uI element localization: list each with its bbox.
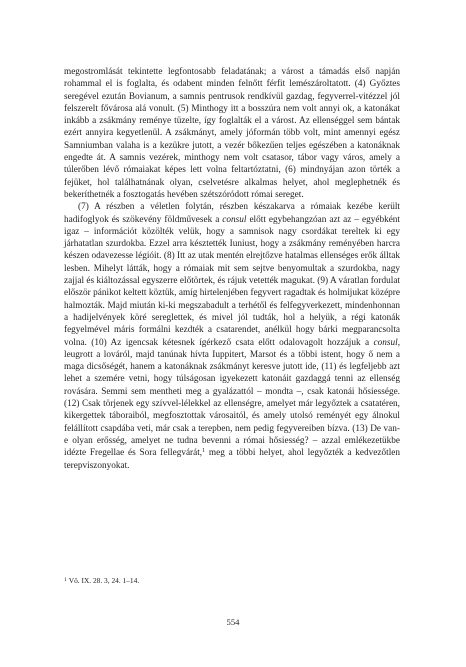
text-segment: meg a többi helyet, ahol legyőzték a kedvezőtlen terepviszonyokat.: [64, 448, 400, 471]
footnote-text: Vö. IX. 28. 3, 24. 1–14.: [68, 576, 140, 585]
italic-term: consul: [222, 214, 247, 225]
footnote-reference: 1: [202, 448, 206, 455]
footnote: [64, 576, 400, 586]
page-number: 554: [226, 617, 240, 627]
footnote-marker: 1: [64, 576, 67, 583]
italic-term: consul: [373, 337, 398, 348]
paragraph: [64, 201, 400, 472]
text-segment: , leugrott a lováról, majd tanúnak hívta Iuppitert, Marsot és a többi istent, hogy ő nem a maga dicsőségét, hanem a katonáknak zsákmányt keresve jutott ide, (11) és legfeljebb azt lehet a szemére vetni, hogy túlságosan igyekezett katonáit gazdaggá tenni az ellenség rovására. Semmi sem mentheti meg a gyalázattól – mondta –, csak katonái hősiessége. (12) Csak törjenek egy szívvel-lélekkel az ellenségre, amelyet már legyőztek a csatatéren, kikergettek táboraiból, megfosztottak városaitól, és amely utolsó reményét egy álnokul felállított csapdába veti, már csak a terepben, nem pedig fegyvereiben bízva. (13) De van-e olyan erősség, amelyet ne tudna bevenni a római hősiesség? – azzal emlékezetükbe idézte Fregellae és Sora fellegvárát,: [64, 337, 400, 459]
text-segment: előtt egybehangzóan azt az – egyébként igaz – információt közölték velük, hogy a samnisok nagy csordákat tereltek ki egy járhatatlan szurdokba. Ezzel arra késztették Iuniust, hogy a zsákmány reményében harcra készen odavezesse légióit. (8) Itt az utak mentén elrejtőzve hatalmas ellenséges erők álltak lesben. Mihelyt látták, hogy a rómaiak mit sem sejtve benyomultak a szurdokba, nagy zajjal és kiáltozással egyszerre előtörtek, és rájuk vetették magukat. (9) A váratlan fordulat először pánikot keltett köztük, amíg hirtelenjében fegyvert ragadtak és holmijukat középre halmozták. Majd miután ki-ki megszabadult a terhétől és felfegyverkezett, mindenhonnan a hadijelvények köré sereglettek, és mivel jól tudták, hol a helyük, a régi katonák fegyelmével máris formálni kezdték a csatarendet, anélkül hogy bárki megparancsolta volna. (10) Az igencsak kétesnek ígérkező csata előtt odalovagolt hozzájuk a: [64, 214, 400, 348]
paragraph: [64, 66, 400, 201]
text-segment: (7) A részben a véletlen folytán, részben készakarva a rómaiak kezébe került hadifoglyok és szökevény földművesek a: [64, 202, 400, 225]
text-segment: megostromlását tekintette legfontosabb feladatának; a várost a támadás első napján rohammal el is foglalta, és odabent minden felnőtt férfit lemészároltatott. (4) Győztes seregével ezután Bovianum, a samnis pentrusok rendkívül gazdag, fegyverrel-vitézzel jól felszerelt fővárosa alá vonult. (5) Minthogy itt a bosszúra nem volt annyi ok, a katonákat inkább a zsákmány reménye tüzelte, így foglalták el a várost. Az ellenséggel sem bántak ezért annyira kegyetlenül. A zsákmányt, amely jóformán több volt, mint amennyi egész Samniumban valaha is a kezükre jutott, a vezér bőkezűen teljes egészében a katonáknak engedte át. A samnis vezérek, minthogy nem volt csatasor, tábor vagy város, amely a túlerőben lévő rómaiakat képes lett volna feltartóztatni, (6) mindnyájan azon törték a fejüket, hol találhatnának olyan, cselvetésre alkalmas helyet, ahol meglephetnék és bekeríthetnék a fosztogatás hevében szétszóródott római sereget.: [64, 67, 400, 200]
main-text: [64, 66, 400, 472]
